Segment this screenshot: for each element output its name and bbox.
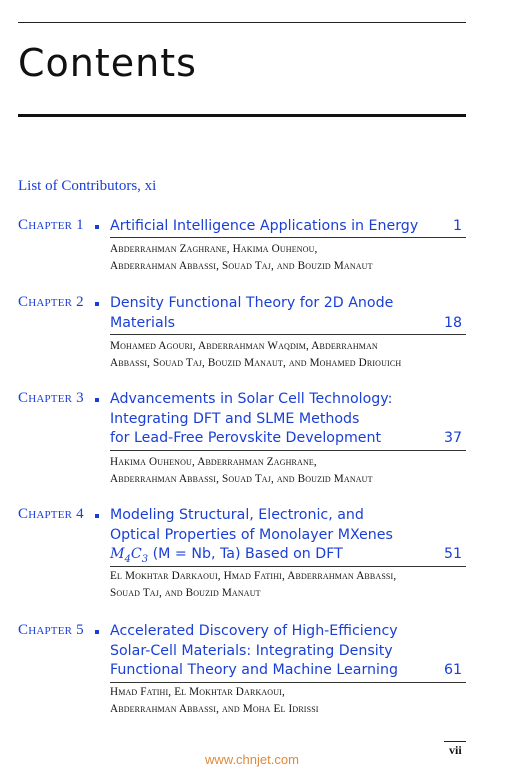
chapter-page[interactable]: 61 (443, 662, 462, 678)
author-line: Souad Taj, and Bouzid Manaut (110, 587, 261, 599)
chapter-title[interactable] (110, 390, 410, 449)
chapter-authors (110, 241, 470, 275)
author-line: Abbassi, Souad Taj, Bouzid Manaut, and Mohamed Driouich (110, 357, 402, 369)
formula-c: C (130, 546, 142, 562)
author-line: Hakima Ouhenou, Abderrahman Zaghrane, (110, 456, 317, 468)
bullet-icon (95, 225, 99, 229)
author-line: Mohamed Agouri, Abderrahman Waqdim, Abderrahman (110, 340, 378, 352)
footer-rule (444, 741, 466, 742)
bullet-icon (95, 302, 99, 306)
top-rule (18, 22, 466, 23)
chapter-title-line: Modeling Structural, Electronic, and (110, 507, 364, 523)
author-line: Hmad Fatihi, El Mokhtar Darkaoui, (110, 686, 285, 698)
bullet-icon (95, 398, 99, 402)
chapter-label[interactable]: Chapter 1 (18, 217, 84, 233)
chapter-page[interactable]: 1 (452, 218, 462, 234)
author-line: El Mokhtar Darkaoui, Hmad Fatihi, Abderrahman Abbassi, (110, 570, 397, 582)
chapter-title[interactable] (110, 506, 410, 569)
chapter-label[interactable]: Chapter 2 (18, 294, 84, 310)
title-rule (18, 114, 466, 117)
chapter-label[interactable]: Chapter 5 (18, 622, 84, 638)
author-line: Abderrahman Abbassi, Souad Taj, and Bouzid Manaut (110, 260, 373, 272)
formula-m-sub: 4 (124, 553, 131, 565)
chapter-title-line: Advancements in Solar Cell Technology: (110, 391, 393, 407)
chapter-title-line: Artificial Intelligence Applications in Energy (110, 218, 419, 234)
chapter-title-line: Optical Properties of Monolayer MXenes (110, 526, 393, 543)
chapter-title-line: Accelerated Discovery of High-Efficiency (110, 623, 398, 639)
author-line: Abderrahman Abbassi, and Moha El Idrissi (110, 703, 319, 715)
formula-rest: (M = Nb, Ta) Based on DFT (148, 546, 343, 562)
author-line: Abderrahman Abbassi, Souad Taj, and Bouzid Manaut (110, 473, 373, 485)
watermark: www.chnjet.com (205, 752, 299, 767)
chapter-page[interactable]: 18 (443, 314, 462, 331)
bullet-icon (95, 514, 99, 518)
formula-m: M (110, 546, 125, 562)
chapter-title-line: Solar-Cell Materials: Integrating Density (110, 642, 393, 659)
chapter-title-line: Materials (110, 314, 176, 331)
chapter-authors (110, 338, 470, 372)
bullet-icon (95, 630, 99, 634)
chapter-page[interactable]: 51 (443, 546, 462, 562)
contributors-link[interactable]: List of Contributors, xi (18, 178, 157, 194)
chapter-rule (110, 450, 466, 451)
chapter-title[interactable] (110, 217, 419, 237)
formula-c-sub: 3 (141, 553, 149, 565)
chapter-title-line: Integrating DFT and SLME Methods (110, 410, 360, 427)
chapter-title[interactable] (110, 294, 410, 333)
chapter-rule (110, 566, 466, 567)
author-line: Abderrahman Zaghrane, Hakima Ouhenou, (110, 243, 318, 255)
chapter-rule (110, 682, 466, 683)
chapter-label[interactable]: Chapter 3 (18, 390, 84, 406)
chapter-title[interactable] (110, 622, 410, 681)
footer-page-number: vii (449, 743, 462, 757)
chapter-label[interactable]: Chapter 4 (18, 506, 84, 522)
chapter-rule (110, 237, 466, 238)
chapter-authors (110, 568, 470, 602)
chapter-title-line: Functional Theory and Machine Learning (110, 662, 398, 678)
chapter-title-line: Density Functional Theory for 2D Anode (110, 295, 394, 311)
chapter-page[interactable]: 37 (443, 430, 462, 446)
chapter-authors (110, 684, 470, 718)
chapter-title-line: for Lead-Free Perovskite Development (110, 430, 382, 446)
chapter-rule (110, 334, 466, 335)
chapter-authors (110, 454, 470, 488)
page-title: Contents (18, 41, 197, 85)
